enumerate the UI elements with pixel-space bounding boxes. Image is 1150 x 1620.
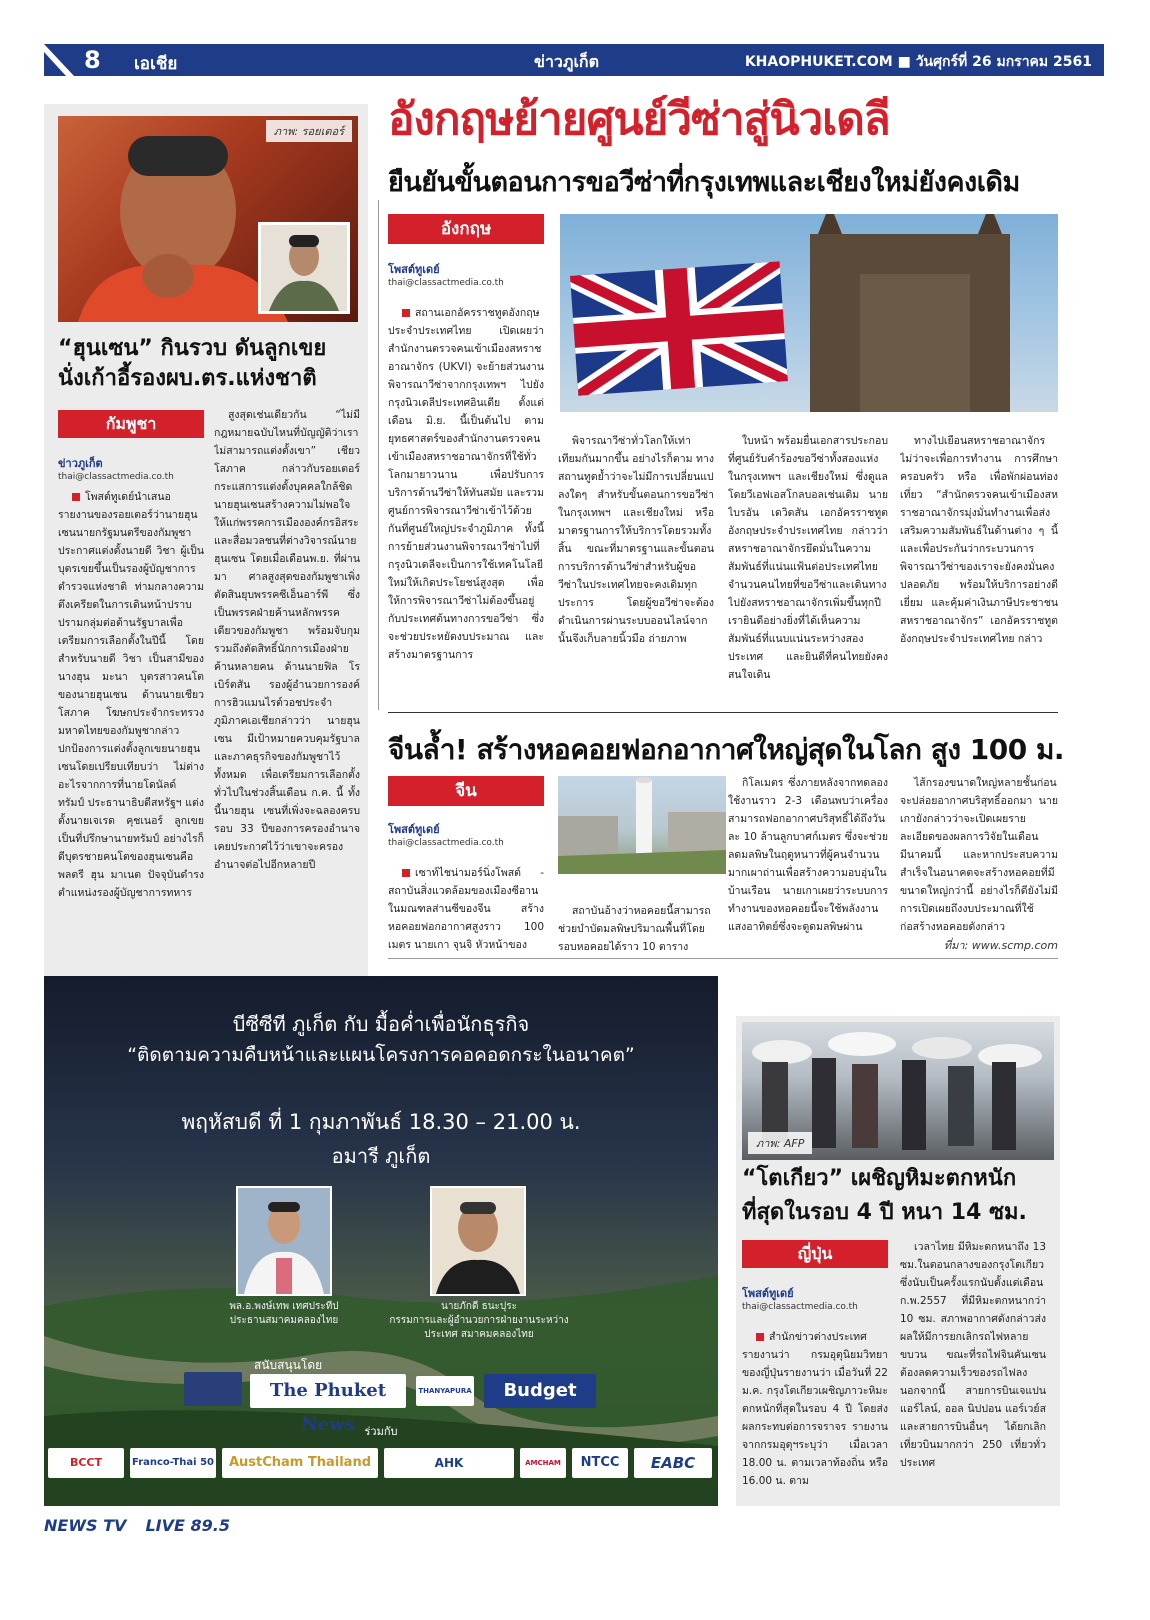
cambodia-section-tag: กัมพูชา bbox=[58, 410, 204, 438]
ad-date-time: พฤหัสบดี ที่ 1 กุมภาพันธ์ 18.30 – 21.00 น. bbox=[181, 1110, 581, 1134]
uk-byline: โพสต์ทูเดย์ bbox=[388, 263, 440, 276]
guest-1-name: พล.อ.พงษ์เทพ เทศประทีป bbox=[229, 1301, 339, 1312]
with-label: ร่วมกับ bbox=[364, 1425, 398, 1438]
story-divider-bottom bbox=[388, 958, 1058, 959]
uk-body-col-1 bbox=[388, 304, 544, 688]
cambodia-body-text-2: สูงสุดเช่นเดียวกัน “ไม่มีกฎหมายฉบับไหนที่บัญญัติว่าเราไม่สามารถแต่งตั้งเขา” เชียว โสภาค กล่าวกับรอยเตอร์ กระแสการแต่งตั้งบุคคลใกล้ชิดนายฮุนเซนสร้างความไม่พอใจให้แก่พรรคการเมืององค์กรอิสระ และสื่อมวลชนที่ต่างวิจารณ์นายฮุนเซน โดยเมื่อเดือนพ.ย. ที่ผ่านมา ศาลสูงสุดของกัมพูชาเพิ่งตัดสินยุบพรรคซีเอ็นอาร์พี ซึ่งเป็นพรรคฝ่ายค้านหลักพรรคเดียวของกัมพูชา พร้อมจับกุมรวมถึงตัดสิทธิ์นักการเมืองฝ่ายค้านหลายคน ด้านนายฟิล โรเบิร์ตสัน รองผู้อำนวยการองค์การฮิวแมนไรต์วอชประจำภูมิภาคเอเชียกล่าวว่า นายฮุนเซน มีเป้าหมายควบคุมรัฐบาลและภาคธุรกิจของกัมพูชาไว้ทั้งหมด เพื่อเตรียมการเลือกตั้งทั่วไปในช่วงสิ้นเดือน ก.ค. นี้ ทั้งนี้นายฮุน เซนที่เพิ่งจะฉลองครบรอบ 33 ปีของการครองอำนาจเคยประกาศไว้ว่าเขาจะครองอำนาจต่อไปอีกหลายปี bbox=[214, 409, 360, 871]
partner-amcham: AMCHAM bbox=[520, 1448, 566, 1478]
japan-headline-line-1: “โตเกียว” เผชิญหิมะตกหนัก bbox=[742, 1166, 1017, 1191]
uk-body-text-3: ใบหน้า พร้อมยื่นเอกสารประกอบที่ศูนย์รับคำร้องขอวีซ่าทั้งสองแห่งในกรุงเทพฯ และเชียงใหม่ ซึ่งดูแลโดยวีเอฟเอสโกลบอลเช่นเดิม นายไบรอัน เดวิดสัน เอกอัครราชทูตอังกฤษประจำประเทศไทย กล่าวว่า สหราชอาณาจักรยึดมั่นในความสัมพันธ์ที่แน่นแฟ้นต่อประเทศไทย จำนวนคนไทยที่ขอวีซ่าและเดินทางไปยังสหราชอาณาจักรเพิ่มขึ้นทุกปี เรายินดีอย่างยิ่งที่ได้เห็นความสัมพันธ์ที่แนบแน่นระหว่างสองประเทศ และยินดีที่คนไทยยังคงสนใจเดิน bbox=[728, 435, 888, 681]
sponsor-logo-blue bbox=[184, 1372, 242, 1406]
china-body-col-2 bbox=[558, 902, 714, 954]
uk-headline: อังกฤษย้ายศูนย์วีซ่าสู่นิวเดลี bbox=[388, 94, 890, 145]
partner-franco-thai: Franco-Thai 50 bbox=[130, 1448, 216, 1478]
cambodia-body-col-1 bbox=[58, 488, 204, 932]
son-in-law-inset-photo bbox=[258, 222, 350, 314]
uk-byline-block bbox=[388, 260, 548, 288]
uk-email: thai@classactmedia.co.th bbox=[388, 278, 504, 288]
china-source: ที่มา: www.scmp.com bbox=[943, 939, 1058, 952]
bcct-dinner-advertisement bbox=[44, 976, 718, 1506]
guest-1-title: ประธานสมาคมคลองไทย bbox=[229, 1315, 339, 1326]
cambodia-headline-line-1: “ฮุนเซน” กินรวบ ดันลูกเขย bbox=[58, 336, 327, 361]
china-body-col-3 bbox=[728, 774, 888, 954]
uk-section-tag: อังกฤษ bbox=[388, 214, 544, 244]
guest-2-name: นายภักดี ธนะปุระ bbox=[440, 1301, 518, 1312]
uk-body-col-4 bbox=[900, 432, 1058, 688]
ad-title-line-2: “ติดตามความคืบหน้าและแผนโครงการคอคอดกระในอนาคต” bbox=[127, 1044, 635, 1066]
partner-ahk: AHK bbox=[384, 1448, 514, 1478]
bullet-icon bbox=[402, 869, 410, 877]
corner-mark-icon bbox=[44, 44, 74, 76]
guest-2-caption bbox=[384, 1300, 574, 1342]
sponsor-budget: Budget bbox=[484, 1374, 596, 1408]
china-body-col-1 bbox=[388, 864, 544, 954]
sponsor-phuket-news: The Phuket News bbox=[250, 1374, 406, 1408]
china-section-tag: จีน bbox=[388, 776, 544, 806]
cambodia-byline: ข่าวภูเก็ต bbox=[58, 457, 103, 470]
site-and-date: KHAOPHUKET.COM ■ วันศุกร์ที่ 26 มกราคม 2561 bbox=[744, 54, 1092, 70]
column-divider bbox=[378, 200, 379, 710]
guest-portrait-1 bbox=[236, 1186, 332, 1296]
china-headline: จีนล้ำ! สร้างหอคอยฟอกอากาศใหญ่สุดในโลก สูง 100 ม. bbox=[388, 733, 1065, 766]
china-body-text-4: ไส้กรองขนาดใหญ่หลายชั้นก่อนจะปล่อยอากาศบริสุทธิ์ออกมา นายเกายังกล่าวว่าจะเปิดเผยรายละเอียดของผลการวิจัยในเดือนมีนาคมนี้ และหากประสบความสำเร็จในอนาคตจะสร้างหอคอยที่มีขนาดใหญ่กว่านี้ อย่างไรก็ดียังไม่มีการเปิดเผยถึงงบประมาณที่ใช้ก่อสร้างหอคอยดังกล่าว bbox=[900, 777, 1058, 933]
union-jack-big-ben-photo bbox=[560, 214, 1058, 412]
japan-section-tag: ญี่ปุ่น bbox=[742, 1240, 888, 1268]
cambodia-body-col-2 bbox=[214, 406, 360, 932]
uk-body-text-1: สถานเอกอัครราชทูตอังกฤษประจำประเทศไทย เปิดเผยว่า สำนักงานตรวจคนเข้าเมืองสหราชอาณาจักร (UKVI) จะย้ายส่วนงานพิจารณาวีซ่าจากกรุงเทพฯ ไปยังกรุงนิวเดลีประเทศอินเดีย ตั้งแต่เดือน มิ.ย. นี้เป็นต้นไป ตามยุทธศาสตร์ของสำนักงานตรวจคนเข้าเมืองสหราชอาณาจักรที่ใช้ทั่วโลกมายาวนาน เพื่อปรับการบริการด้านวีซ่าให้ทันสมัย และรวมศูนย์การพิจารณาวีซ่าเข้าไว้ด้วยกันที่ศูนย์ใหญ่ประจำภูมิภาค ทั้งนี้ การย้ายส่วนงานพิจารณาวีซ่าไปที่กรุงนิวเดลีจะเป็นการใช้เทคโนโลยีใหม่ให้เกิดประโยชน์สูงสุด เพื่อให้การพิจารณาวีซ่าไม่ต้องขึ้นอยู่กับประเทศต้นทางการขอวีซ่า ซึ่งจะช่วยประหยัดงบประมาณ และสร้างมาตรฐานการ bbox=[388, 307, 544, 661]
uk-body-text-2: พิจารณาวีซ่าทั่วโลกให้เท่าเทียมกันมากขึ้น อย่างไรก็ตาม ทางสถานทูตย้ำว่าจะไม่มีการเปลี่ยนแปลงใดๆ สำหรับขั้นตอนการขอวีซ่าในกรุงเทพฯ และเชียงใหม่ หรือมาตรฐานการให้บริการโดยรวมทั้งสิ้น ขณะที่มาตรฐานและขั้นตอนการบริการด้านวีซ่าสำหรับผู้ขอวีซ่าในประเทศไทยจะคงเดิมทุกประการ โดยผู้ขอวีซ่าจะต้องดำเนินการผ่านระบบออนไลน์จากนั้นจึงเก็บลายนิ้วมือ ถ่ายภาพ bbox=[558, 435, 714, 645]
china-body-col-4 bbox=[900, 774, 1058, 936]
partner-ntcc: NTCC bbox=[572, 1448, 628, 1478]
partner-austcham: AustCham Thailand bbox=[222, 1448, 378, 1478]
hun-sen-photo bbox=[58, 116, 358, 322]
newspaper-logo: ข่าวภูเก็ต bbox=[534, 52, 599, 71]
china-body-text-3: กิโลเมตร ซึ่งภายหลังจากทดลองใช้งานราว 2-3 เดือนพบว่าเครื่องสามารถฟอกอากาศบริสุทธิ์ได้ถึงวันละ 10 ล้านลูกบาศก์เมตร ซึ่งจะช่วยลดมลพิษในฤดูหนาวที่ผู้คนจำนวนมากเผาถ่านเพื่อสร้างความอบอุ่นในบ้านเรือน นายเกาเผยว่าระบบการทำงานของหอคอยนี้จะใช้พลังงานแสงอาทิตย์ซึ่งจะดูดมลพิษผ่าน bbox=[728, 777, 888, 933]
ad-title-line-1: บีซีซีที ภูเก็ต กับ มื้อค่ำเพื่อนักธุรกิจ bbox=[232, 1012, 530, 1036]
section-name: เอเชีย bbox=[134, 54, 178, 74]
japan-body-col-1 bbox=[742, 1328, 888, 1492]
air-purifier-tower-photo bbox=[558, 776, 726, 874]
page-footer bbox=[44, 1516, 344, 1546]
japan-body-text-2: เวลาไทย มีหิมะตกหนาถึง 13 ซม.ในตอนกลางของกรุงโตเกียว ซึ่งนับเป็นครั้งแรกนับตั้งแต่เดือน ก.พ.2557 ที่มีหิมะตกหนากว่า 10 ซม. สภาพอากาศดังกล่าวส่งผลให้มีการยกเลิกรถไฟหลายขบวน ขณะที่รถไฟจินคันเซนต้องลดความเร็วของรถไฟลง นอกจากนี้ สายการบินเจแปน แอร์ไลน์, ออล นิปปอน แอร์เวย์ส และสายการบินอื่นๆ ได้ยกเลิกเที่ยวบินมากกว่า 250 เที่ยวทั่วประเทศ bbox=[900, 1241, 1046, 1469]
japan-byline: โพสต์ทูเดย์ bbox=[742, 1287, 794, 1300]
cambodia-headline-line-2: นั่งเก้าอี้รองผบ.ตร.แห่งชาติ bbox=[58, 366, 317, 391]
japan-body-text-1: สำนักข่าวต่างประเทศรายงานว่า กรมอุตุนิยมวิทยาของญี่ปุ่นรายงานว่า เมื่อวันที่ 22 ม.ค. กรุงโตเกียวเผชิญภาวะหิมะตกหนักที่สุดในรอบ 4 ปี โดยส่งผลกระทบต่อการจราจร รายงานจากกรมอุตุฯระบุว่า เมื่อเวลา 18.00 น. ตามเวลาท้องถิ่น หรือ 16.00 น. ตาม bbox=[742, 1331, 888, 1487]
japan-headline bbox=[742, 1162, 1054, 1230]
cambodia-headline bbox=[58, 334, 358, 394]
bullet-icon bbox=[756, 1333, 764, 1341]
guest-1-caption bbox=[194, 1300, 374, 1328]
tokyo-snow-photo bbox=[742, 1022, 1054, 1160]
partner-bcct: BCCT bbox=[48, 1448, 124, 1478]
china-body-text-1: เซาท์ไชน่ามอร์นิ่งโพสต์ - สถาบันสิ่งแวดล้อมของเมืองซีอานในมณฑลส่านซีของจีน สร้างหอคอยฟอกอากาศสูงราว 100 เมตร นายเกา จุนจิ หัวหน้าของ bbox=[388, 867, 544, 951]
footer-news-tv: NEWS TV bbox=[44, 1516, 127, 1535]
story-divider bbox=[388, 712, 1058, 713]
japan-headline-line-2: ที่สุดในรอบ 4 ปี หนา 14 ซม. bbox=[742, 1200, 1027, 1225]
japan-photo-credit: ภาพ: AFP bbox=[748, 1132, 812, 1154]
photo-credit: ภาพ: รอยเตอร์ bbox=[266, 120, 352, 142]
japan-body-col-2 bbox=[900, 1238, 1046, 1492]
china-byline-block bbox=[388, 820, 548, 848]
japan-byline-block bbox=[742, 1284, 888, 1312]
uk-body-col-2 bbox=[558, 432, 714, 688]
ad-venue: อมารี ภูเก็ต bbox=[331, 1144, 431, 1168]
page-number: 8 bbox=[84, 46, 101, 74]
cambodia-body-text-1: โพสต์ทูเดย์นำเสนอรายงานของรอยเตอร์ว่านายฮุนเซนนายกรัฐมนตรีของกัมพูชา ประกาศแต่งตั้งนายดี วิชา ผู้เป็นบุตรเขยขึ้นเป็นรองผู้บัญชาการตำรวจแห่งชาติ ท่ามกลางความตึงเครียดในการเดินหน้าปราบปรามกลุ่มต่อต้านรัฐบาลเพื่อเตรียมการเลือกตั้งในปีนี้ โดยสำหรับนายดี วิชา เป็นสามีของนางฮุน มะนา บุตรสาวคนโตของนายฮุนเซน ด้านนายเชียว โสภาค โฆษกประจำกระทรวงมหาดไทยของกัมพูชากล่าวปกป้องการแต่งตั้งลูกเขยนายฮุนเซนโดยเปรียบเทียบว่า ไม่ต่างอะไรจากการที่นายโดนัลด์ ทรัมป์ ประธานาธิบดีสหรัฐฯ แต่งตั้งนายเจเรด คุชเนอร์ ลูกเขยเป็นที่ปรึกษานายทรัมป์ อย่างไรก็ดีบุตรชายคนโตของฮุนเซนคือพลตรี ฮุน มาเนต ปัจจุบันดำรงตำแหน่งรองผู้บัญชาการทหาร bbox=[58, 491, 204, 899]
china-body-text-2: สถาบันอ้างว่าหอคอยนี้สามารถช่วยบำบัดมลพิษปริมาณพื้นที่โดยรอบหอคอยได้ราว 10 ตาราง bbox=[558, 905, 711, 953]
china-byline: โพสต์ทูเดย์ bbox=[388, 823, 440, 836]
guest-2-title: กรรมการและผู้อำนวยการฝ่ายงานระหว่างประเทศ สมาคมคลองไทย bbox=[389, 1315, 569, 1340]
sponsor-thanyapura: THANYAPURA bbox=[416, 1376, 474, 1406]
supported-by-label: สนับสนุนโดย bbox=[254, 1358, 323, 1372]
uk-body-col-3 bbox=[728, 432, 888, 688]
bullet-icon bbox=[72, 493, 80, 501]
china-email: thai@classactmedia.co.th bbox=[388, 838, 504, 848]
page-header bbox=[44, 44, 1104, 76]
partner-eabc: EABC bbox=[634, 1448, 712, 1478]
uk-body-text-4: ทางไปเยือนสหราชอาณาจักร ไม่ว่าจะเพื่อการทำงาน การศึกษา ครอบครัว หรือ เพื่อพักผ่อนท่องเที่ยว “สำนักตรวจคนเข้าเมืองสหราชอาณาจักรมุ่งมั่นทำงานเพื่อส่งเสริมความสัมพันธ์ในด้านต่าง ๆ นี้ และเพื่อประกันว่ากระบวนการพิจารณาวีซ่าของเราจะยังคงมั่นคงปลอดภัย พร้อมให้บริการอย่างดีเยี่ยม และคุ้มค่าเงินภาษีประชาชนสหราชอาณาจักร” เอกอัครราชทูตอังกฤษประจำประเทศไทย กล่าว bbox=[900, 435, 1058, 645]
guest-portrait-2 bbox=[430, 1186, 526, 1296]
bullet-icon bbox=[402, 309, 410, 317]
cambodia-byline-block bbox=[58, 454, 204, 482]
cambodia-email: thai@classactmedia.co.th bbox=[58, 472, 174, 482]
footer-live-radio: LIVE 89.5 bbox=[145, 1516, 230, 1535]
japan-email: thai@classactmedia.co.th bbox=[742, 1302, 858, 1312]
uk-subheadline: ยืนยันขั้นตอนการขอวีซ่าที่กรุงเทพและเชียงใหม่ยังคงเดิม bbox=[388, 167, 1020, 198]
